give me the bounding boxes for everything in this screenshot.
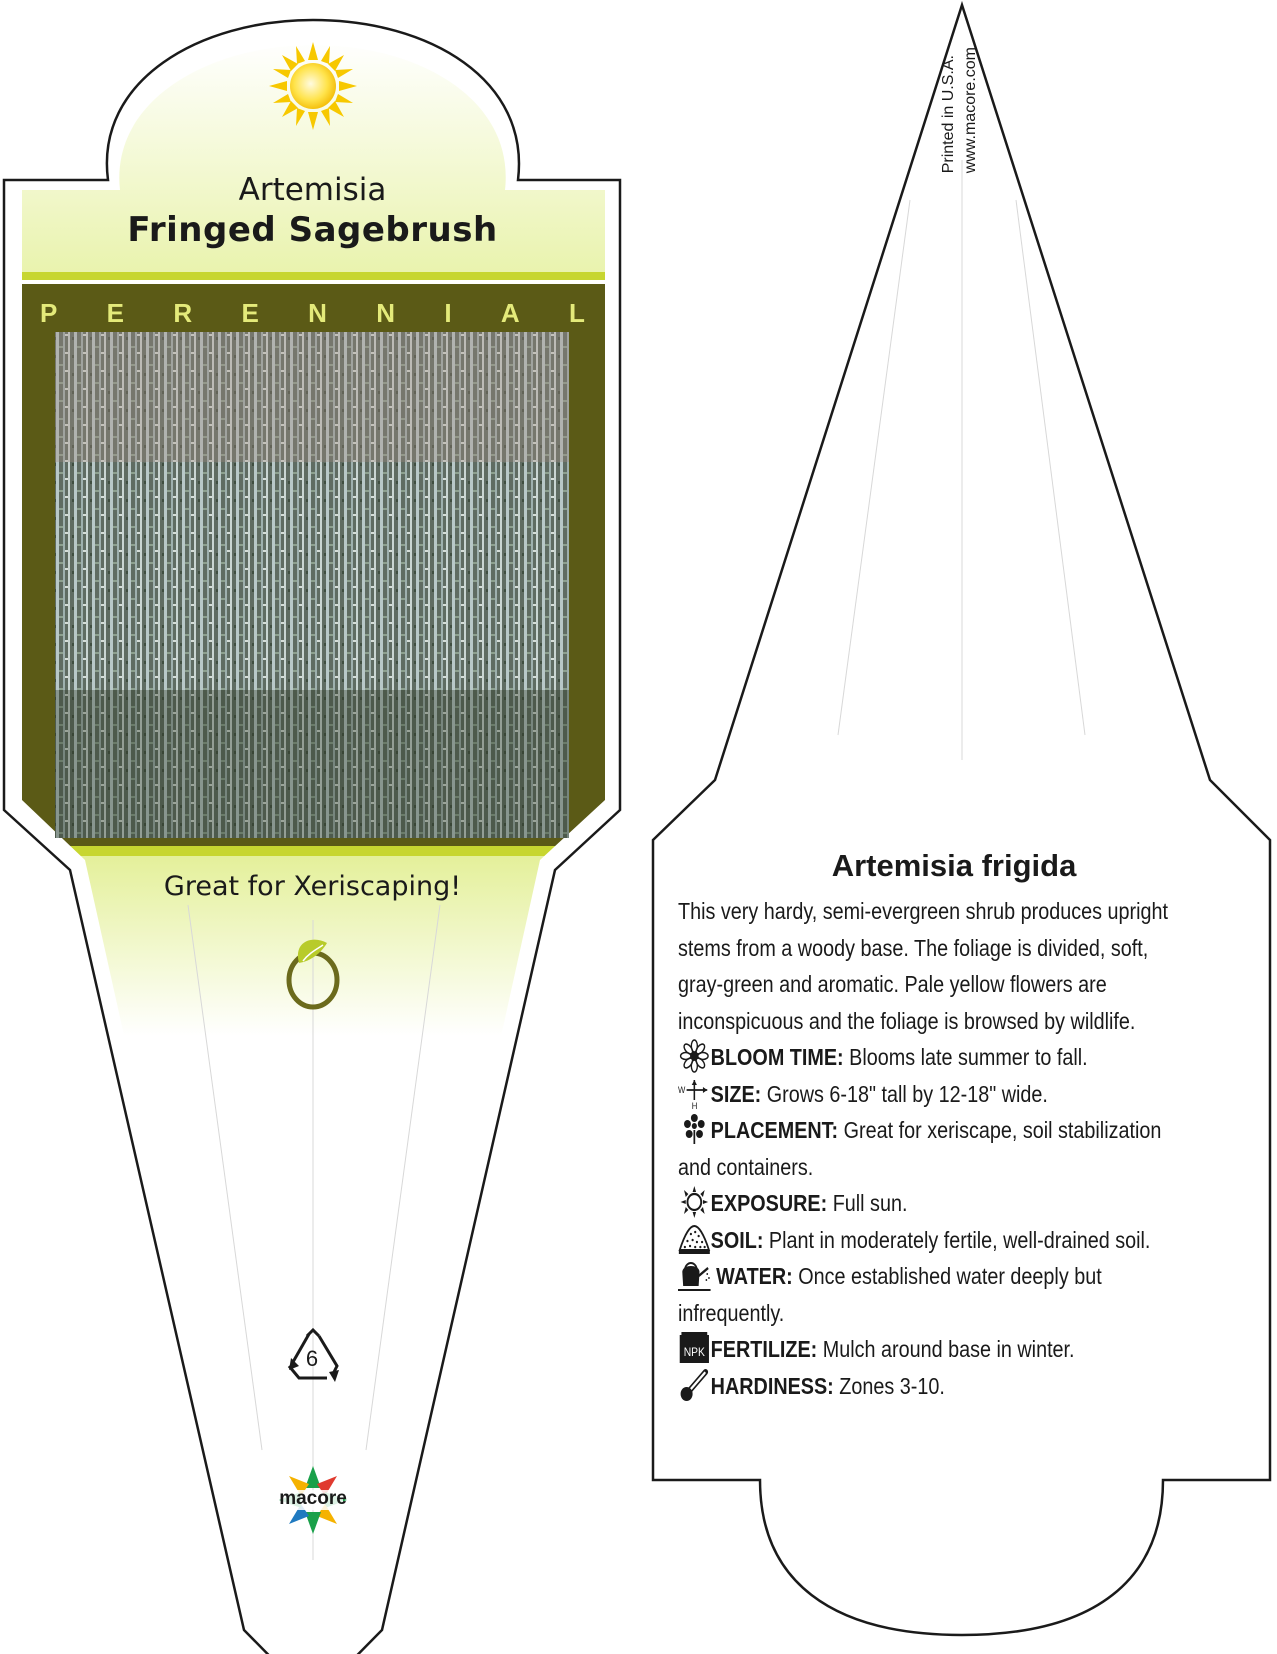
plant-photo <box>55 332 569 838</box>
flower-icon <box>678 1039 711 1073</box>
care-row-size: W H SIZE: Grows 6-18" tall by 12-18" wide. <box>678 1076 1194 1113</box>
printed-in: Printed in U.S.A. <box>940 55 957 174</box>
care-row-fertilize: NPK FERTILIZE: Mulch around base in winter. <box>678 1331 1194 1368</box>
care-info <box>678 893 1194 1404</box>
size-icon <box>678 1076 711 1110</box>
sun-icon <box>678 1185 711 1219</box>
svg-text:NPK: NPK <box>683 1346 705 1360</box>
website: www.macore.com <box>962 47 979 174</box>
recycle-number: 6 <box>305 1346 319 1371</box>
botanical-name: Artemisia frigida <box>831 848 1077 883</box>
care-row-bloom: BLOOM TIME: Blooms late summer to fall. <box>678 1039 1194 1076</box>
description: This very hardy, semi-evergreen shrub produces upright stems from a woody base. The foliage is divided, soft, gray-green and aromatic. Pale yellow flowers are inconspicuous and the foliage is browsed by wildlife. <box>678 898 1168 1034</box>
care-row-exposure: EXPOSURE: Full sun. <box>678 1185 1194 1222</box>
tagline: Great for Xeriscaping! <box>163 871 462 902</box>
thermometer-icon <box>678 1368 711 1402</box>
print-info <box>940 47 979 215</box>
category-letter: A <box>500 298 520 328</box>
sun-icon <box>269 42 357 130</box>
placement-icon <box>678 1112 711 1146</box>
category-letter: R <box>173 298 193 328</box>
category-letter: E <box>241 298 259 328</box>
category-letter: N <box>376 298 396 328</box>
care-row-soil: SOIL: Plant in moderately fertile, well-drained soil. <box>678 1222 1194 1259</box>
brand-name: macore <box>279 1488 347 1509</box>
category-letter: E <box>106 298 125 328</box>
care-row-water: WATER: Once established water deeply but infrequently. <box>678 1258 1194 1331</box>
care-row-placement: PLACEMENT: Great for xeriscape, soil stabilization and containers. <box>678 1112 1194 1185</box>
svg-text:W: W <box>678 1083 686 1095</box>
category-letter: P <box>40 298 58 328</box>
watering-can-icon <box>678 1258 711 1292</box>
category-letter: N <box>308 298 327 328</box>
category-label <box>40 298 585 329</box>
care-row-hardiness: HARDINESS: Zones 3-10. <box>678 1368 1194 1405</box>
soil-icon <box>678 1222 711 1256</box>
category-letter: I <box>444 298 452 328</box>
npk-icon <box>678 1331 711 1365</box>
svg-text:H: H <box>691 1099 698 1110</box>
common-name: Fringed Sagebrush <box>127 210 498 250</box>
category-letter: L <box>569 298 585 328</box>
genus-name: Artemisia <box>238 172 387 208</box>
